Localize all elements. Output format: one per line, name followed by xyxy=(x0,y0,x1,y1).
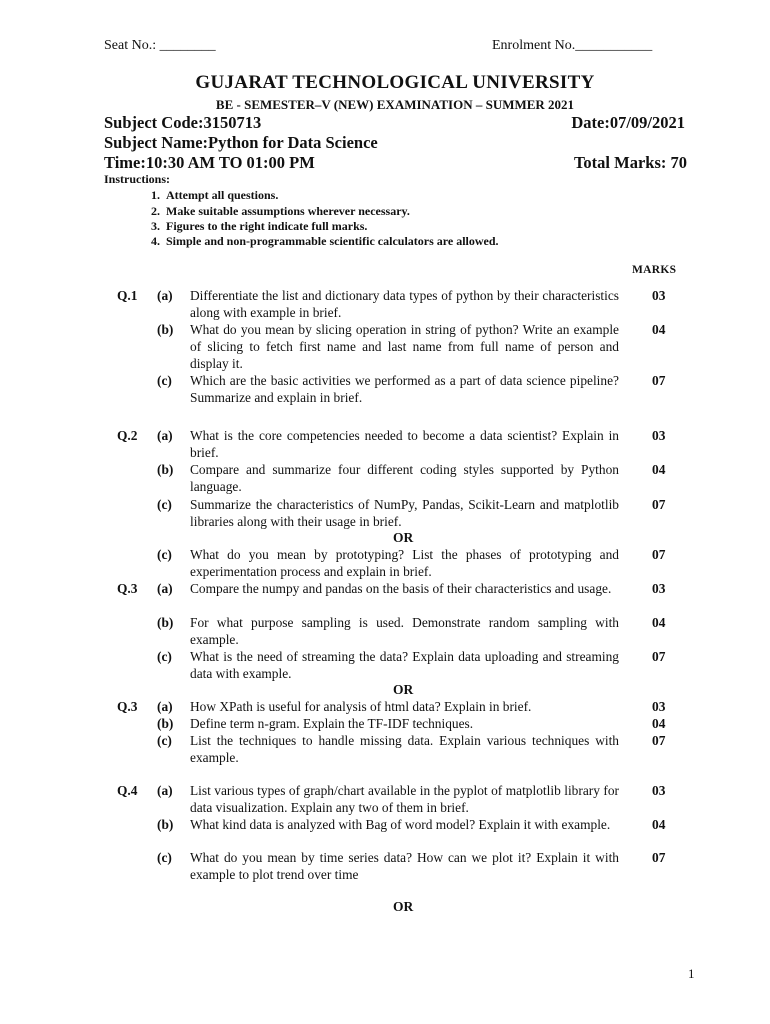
instruction-text: Attempt all questions. xyxy=(166,188,279,202)
question-text: List various types of graph/chart available in the pyplot of matplotlib library for data visualization. Explain any two of them in brief. xyxy=(190,783,619,815)
question-part: (b) xyxy=(157,462,174,477)
question-part: (b) xyxy=(157,817,174,832)
question-part: (c) xyxy=(157,547,172,562)
question-part: (a) xyxy=(157,581,173,596)
or-separator: OR xyxy=(393,899,414,914)
question-part: (c) xyxy=(157,373,172,388)
question-text: What is the core competencies needed to become a data scientist? Explain in brief. xyxy=(190,428,619,460)
question-text: What is the need of streaming the data? Explain data uploading and streaming data with example. xyxy=(190,649,619,681)
instruction-item xyxy=(140,204,640,220)
question-part: (c) xyxy=(157,649,172,664)
question-part: (a) xyxy=(157,428,173,443)
instruction-text: Make suitable assumptions wherever necessary. xyxy=(166,204,410,218)
question-part: (c) xyxy=(157,497,172,512)
question-part: (a) xyxy=(157,699,173,714)
question-text: What do you mean by slicing operation in string of python? Write an example of slicing to fetch first name and last name from full name of person and display it. xyxy=(190,322,619,371)
exam-title: BE - SEMESTER–V (NEW) EXAMINATION – SUMMER 2021 xyxy=(215,97,575,112)
question-part: (a) xyxy=(157,288,173,303)
instruction-number: 1. xyxy=(151,188,160,202)
question-text: What do you mean by time series data? How can we plot it? Explain it with example to plot trend over time xyxy=(190,850,619,882)
enrolment-number: Enrolment No.___________ xyxy=(492,38,653,53)
question-part: (b) xyxy=(157,615,174,630)
question-marks: 07 xyxy=(652,649,666,664)
page-number: 1 xyxy=(688,966,695,981)
question-part: (c) xyxy=(157,850,172,865)
question-marks: 03 xyxy=(652,428,666,443)
question-marks: 03 xyxy=(652,699,666,714)
question-marks: 04 xyxy=(652,817,666,832)
question-marks: 04 xyxy=(652,615,666,630)
question-marks: 07 xyxy=(652,373,666,388)
question-text: Which are the basic activities we performed as a part of data science pipeline? Summarize and explain in brief. xyxy=(190,373,619,405)
question-text: Compare the numpy and pandas on the basis of their characteristics and usage. xyxy=(190,581,612,596)
instruction-item xyxy=(140,219,640,235)
subject-name: Subject Name:Python for Data Science xyxy=(104,133,378,152)
question-text: Define term n-gram. Explain the TF-IDF techniques. xyxy=(190,716,474,731)
question-marks: 07 xyxy=(652,733,666,748)
question-number: Q.3 xyxy=(117,581,138,596)
question-marks: 03 xyxy=(652,288,666,303)
exam-date: Date:07/09/2021 xyxy=(571,113,685,132)
question-marks: 03 xyxy=(652,581,666,596)
instructions-heading: Instructions: xyxy=(104,172,171,186)
instruction-text: Simple and non-programmable scientific calculators are allowed. xyxy=(166,234,499,248)
question-marks: 04 xyxy=(652,322,666,337)
question-number: Q.4 xyxy=(117,783,138,798)
question-part: (b) xyxy=(157,716,174,731)
question-part: (b) xyxy=(157,322,174,337)
question-text: How XPath is useful for analysis of html data? Explain in brief. xyxy=(190,699,532,714)
question-text: Summarize the characteristics of NumPy, Pandas, Scikit-Learn and matplotlib libraries along with their usage in brief. xyxy=(190,497,619,529)
instruction-number: 2. xyxy=(151,204,160,218)
instruction-text: Figures to the right indicate full marks. xyxy=(166,219,368,233)
question-part: (c) xyxy=(157,733,172,748)
instruction-number: 4. xyxy=(151,234,160,248)
question-marks: 03 xyxy=(652,783,666,798)
university-name: GUJARAT TECHNOLOGICAL UNIVERSITY xyxy=(195,72,595,93)
question-text: Compare and summarize four different coding styles supported by Python language. xyxy=(190,462,619,494)
question-text: Differentiate the list and dictionary data types of python by their characteristics along with example in brief. xyxy=(190,288,619,320)
instruction-number: 3. xyxy=(151,219,160,233)
question-marks: 07 xyxy=(652,850,666,865)
or-separator: OR xyxy=(393,682,414,697)
question-marks: 07 xyxy=(652,497,666,512)
seat-number: Seat No.: ________ xyxy=(104,38,216,53)
question-text: What do you mean by prototyping? List the phases of prototyping and experimentation process and explain in brief. xyxy=(190,547,619,579)
question-text: List the techniques to handle missing data. Explain various techniques with example. xyxy=(190,733,619,765)
question-number: Q.3 xyxy=(117,699,138,714)
instruction-item xyxy=(140,188,640,204)
question-part: (a) xyxy=(157,783,173,798)
marks-column-heading: MARKS xyxy=(632,264,677,276)
total-marks: Total Marks: 70 xyxy=(573,153,687,172)
question-text: What kind data is analyzed with Bag of word model? Explain it with example. xyxy=(190,817,611,832)
or-separator: OR xyxy=(393,530,414,545)
question-marks: 04 xyxy=(652,462,666,477)
question-number: Q.2 xyxy=(117,428,138,443)
question-text: For what purpose sampling is used. Demonstrate random sampling with example. xyxy=(190,615,619,647)
instruction-item xyxy=(140,234,640,250)
question-marks: 04 xyxy=(652,716,666,731)
exam-time: Time:10:30 AM TO 01:00 PM xyxy=(104,153,315,172)
question-number: Q.1 xyxy=(117,288,138,303)
question-marks: 07 xyxy=(652,547,666,562)
subject-code: Subject Code:3150713 xyxy=(104,113,262,132)
